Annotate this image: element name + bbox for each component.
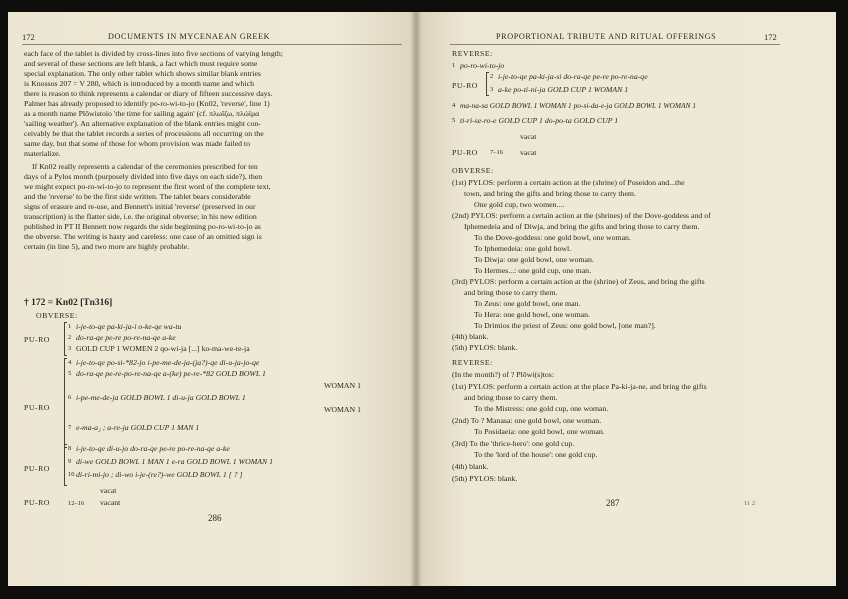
tablet-line: WOMAN 1: [324, 381, 362, 390]
translation-line: To Iphemedeia: one gold bowl.: [474, 244, 572, 253]
tablet-line: i-je-to-qe pa-ki-ja-si do-ra-qe pe-re po-re-na-qe: [498, 72, 648, 81]
tablet-line: i-je-to-qe po-si-*82-jo i-pe-me-de-ja-(ja?)-qe di-u-ja-jo-qe: [76, 358, 260, 367]
tablet-line: po-ro-wi-to-jo: [460, 61, 505, 70]
tablet-line: i-je-to-qe pa-ki-ja-i o-ke-qe wa-tu: [76, 322, 182, 331]
left-header-rule: [22, 44, 402, 45]
pu-ro-label: PU-RO: [24, 464, 50, 473]
translation-line: To Hera: one gold bowl, one woman.: [474, 310, 590, 319]
translation-line: (In the month?) of ? Plōwi(s)tos:: [452, 370, 554, 379]
text-line: the obverse. The writing is hasty and careless: one case of an omitted sign is: [24, 232, 262, 241]
text-line: each face of the tablet is divided by cross-lines into five sections of varying length;: [24, 49, 283, 58]
translation-line: (4th) blank.: [452, 462, 489, 471]
pu-ro-label: PU-RO: [24, 403, 50, 412]
line-number: 6: [68, 394, 72, 401]
tablet-line: di-we GOLD BOWL 1 MAN 1 e-ra GOLD BOWL 1 WOMAN 1: [76, 457, 274, 466]
translation-line: and bring those to carry them.: [464, 288, 558, 297]
translation-line: (2nd) To ? Manasa: one gold bowl, one woman.: [452, 416, 602, 425]
translation-line: (3rd) PYLOS: perform a certain action at the (shrine) of Zeus, and bring the gifts: [452, 277, 705, 286]
line-number: 2: [68, 334, 72, 341]
tablet-line: ti-ri-se-ro-e GOLD CUP 1 do-po-ta GOLD CUP 1: [460, 116, 619, 125]
pu-ro-label: PU-RO: [452, 81, 478, 90]
translation-line: To Hermes...: one gold cup, one man.: [474, 266, 592, 275]
text-line: 'sailing weather'). An alternative explanation of the blank entries might con-: [24, 119, 261, 128]
entry-heading: † 172 = Kn02 [Tn316]: [24, 298, 113, 308]
line-number: 7: [68, 424, 72, 431]
text-line: and the 'reverse' to be the first side written. The tablet bears considerable: [24, 192, 251, 201]
translation-line: To Drimios the priest of Zeus: one gold bowl, [one man?].: [474, 321, 656, 330]
text-line: we might expect po-ro-wi-to-jo to represent the first word of the complete text,: [24, 182, 271, 191]
line-range: 7–16: [490, 149, 503, 156]
text-line: certain (in line 5), and two more are highly probable.: [24, 242, 190, 251]
line-number: 1: [452, 62, 456, 69]
text-line: same day, but that some of those for whom provision was made failed to: [24, 139, 250, 148]
translation-line: To the 'lord of the house': one gold cup.: [474, 450, 598, 459]
text-line: special explanation. The only other tablet which shows similar blank entries: [24, 69, 261, 78]
line-number: 3: [490, 86, 494, 93]
vacat-label: vacat: [100, 486, 117, 495]
brace: [64, 444, 67, 486]
pu-ro-label: PU-RO: [452, 148, 478, 157]
translation-line: (2nd) PYLOS: perform a certain action at the (shrines) of the Dove-goddess and of: [452, 211, 711, 220]
text-line: days of a Pylos month (purposely divided into five days on each side?), then: [24, 172, 263, 181]
brace: [64, 322, 67, 356]
tablet-line: ma-na-sa GOLD BOWL 1 WOMAN 1 po-si-da-e-ja GOLD BOWL 1 WOMAN 1: [460, 101, 697, 110]
line-number: 2: [490, 73, 494, 80]
book-spine-shadow: [410, 12, 422, 586]
brace: [486, 72, 489, 96]
tablet-line: do-ra-qe pe-re po-re-na-qe a-ke: [76, 333, 176, 342]
right-running-head: PROPORTIONAL TRIBUTE AND RITUAL OFFERINGS: [496, 32, 717, 41]
line-range: 12–16: [68, 500, 85, 507]
tablet-line: a-ke po-ti-ni-ja GOLD CUP 1 WOMAN 1: [498, 85, 629, 94]
line-number: 1: [68, 323, 72, 330]
text-line: materialize.: [24, 149, 61, 158]
line-number: 5: [68, 370, 72, 377]
translation-line: town, and bring the gifts and bring those to carry them.: [464, 189, 636, 198]
translation-line: To Diwja: one gold bowl, one woman.: [474, 255, 594, 264]
right-page-number: 172: [764, 32, 777, 42]
left-page: [8, 12, 416, 586]
tablet-line: WOMAN 1: [324, 405, 362, 414]
left-page-number: 172: [22, 32, 35, 42]
right-header-rule: [450, 44, 780, 45]
obverse-label: OBVERSE:: [36, 311, 78, 320]
pu-ro-label: PU-RO: [24, 498, 50, 507]
tablet-line: e-ma-a₂ ; a-re-ja GOLD CUP 1 MAN 1: [76, 423, 200, 432]
text-line: signs of erasure and re-use, and Bennett's initial 'reverse' (preserved in our: [24, 202, 256, 211]
text-line: ceivably be that the tablet records a series of processions all occurring on the: [24, 129, 264, 138]
vacant-label: vacant: [100, 498, 121, 507]
printer-mark: 11 2: [744, 500, 756, 507]
tablet-line: i-je-to-qe di-u-jo do-ra-qe pe-re po-re-na-qe a-ke: [76, 444, 230, 453]
text-line: If Kn02 really represents a calendar of the ceremonies prescribed for ten: [32, 162, 258, 171]
tablet-line: do-ra-qe pe-re-po-re-na-qe a-(ke) pe-re-*82 GOLD BOWL 1: [76, 369, 266, 378]
text-line: published in PT II Bennett now regards the side beginning po-ro-wi-to-jo as: [24, 222, 261, 231]
text-line: is Knossos 207 = V 280, which is introduced by a month name and which: [24, 79, 254, 88]
translation-line: (5th) PYLOS: blank.: [452, 343, 518, 352]
text-line: there is reason to think represents a calendar or diary of fifteen successive days.: [24, 89, 273, 98]
left-footer-number: 286: [208, 513, 222, 523]
right-footer-number: 287: [606, 498, 620, 508]
line-number: 3: [68, 345, 72, 352]
line-number: 10: [68, 471, 75, 478]
line-number: 5: [452, 117, 456, 124]
tablet-line: i-pe-me-de-ja GOLD BOWL 1 di-u-ja GOLD BOWL 1: [76, 393, 246, 402]
tablet-line: di-ri-mi-jo ; di-wo i-je-(re?)-we GOLD BOWL 1 [ ? ]: [76, 470, 243, 479]
line-number: 4: [68, 359, 72, 366]
vacat-label: vacat: [520, 148, 537, 157]
line-number: 9: [68, 458, 72, 465]
line-number: 8: [68, 445, 72, 452]
translation-line: (5th) PYLOS: blank.: [452, 474, 518, 483]
reverse-heading: REVERSE:: [452, 358, 493, 367]
text-line: Palmer has already proposed to identify po-ro-wi-to-jo (Kn02, 'reverse', line 1): [24, 99, 270, 108]
vacat-label: vacat: [520, 132, 537, 141]
pu-ro-label: PU-RO: [24, 335, 50, 344]
translation-line: To the Dove-goddess: one gold bowl, one woman.: [474, 233, 631, 242]
translation-line: (1st) PYLOS: perform a certain action at the place Pa-ki-ja-ne, and bring the gifts: [452, 382, 707, 391]
reverse-label: REVERSE:: [452, 49, 493, 58]
text-line: as a month name Plōwistoio 'the time for sailing again' (cf. πλωΐζω, πλώϊμα: [24, 109, 260, 118]
translation-line: One gold cup, two women....: [474, 200, 565, 209]
line-number: 4: [452, 102, 456, 109]
text-line: transcription) is the flatter side, i.e. the original obverse; in his new edition: [24, 212, 257, 221]
translation-line: and bring those to carry them.: [464, 393, 558, 402]
right-page: [416, 12, 836, 586]
tablet-line: GOLD CUP 1 WOMEN 2 qo-wi-ja [...] ko-ma-we-te-ja: [76, 344, 250, 353]
text-line: and several of these sections are left blank, a fact which must require some: [24, 59, 258, 68]
translation-line: To Posidaeia: one gold bowl, one woman.: [474, 427, 605, 436]
translation-line: Iphemedeia and of Diwja, and bring the gifts and bring those to carry them.: [464, 222, 700, 231]
brace: [64, 358, 67, 448]
translation-line: (3rd) To the 'thrice-hero': one gold cup.: [452, 439, 575, 448]
translation-line: (4th) blank.: [452, 332, 489, 341]
translation-line: To Zeus: one gold bowl, one man.: [474, 299, 581, 308]
translation-line: (1st) PYLOS: perform a certain action at the (shrine) of Poseidon and...the: [452, 178, 685, 187]
left-running-head: DOCUMENTS IN MYCENAEAN GREEK: [108, 32, 271, 41]
translation-line: To the Mistress: one gold cup, one woman.: [474, 404, 609, 413]
obverse-heading: OBVERSE:: [452, 166, 494, 175]
